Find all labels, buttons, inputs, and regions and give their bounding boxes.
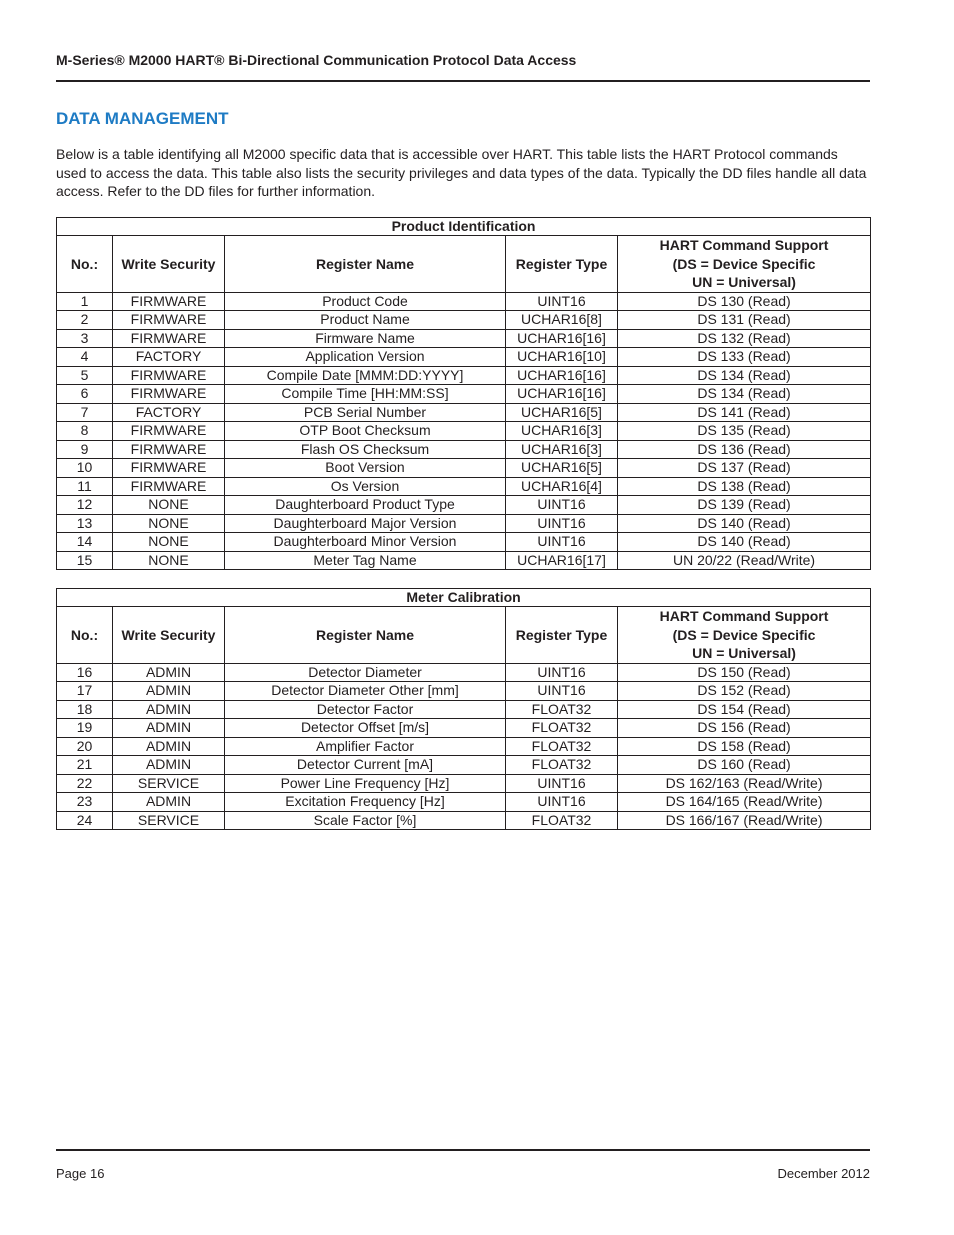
cell-register-type: UCHAR16[3] [506, 440, 618, 459]
table-row [57, 514, 871, 533]
cell-register-type: UINT16 [506, 496, 618, 515]
cell-write-security: ADMIN [113, 682, 225, 701]
table-row [57, 551, 871, 570]
cell-register-name: Firmware Name [225, 329, 506, 348]
cell-hart-command: UN 20/22 (Read/Write) [618, 551, 871, 570]
cell-no: 23 [57, 793, 113, 812]
cell-hart-command: DS 139 (Read) [618, 496, 871, 515]
page-number: Page 16 [56, 1166, 105, 1181]
cell-hart-command: DS 154 (Read) [618, 700, 871, 719]
cell-no: 17 [57, 682, 113, 701]
cell-register-type: UCHAR16[16] [506, 329, 618, 348]
table-row [57, 292, 871, 311]
cell-register-type: FLOAT32 [506, 719, 618, 738]
cell-write-security: FIRMWARE [113, 311, 225, 330]
cell-hart-command: DS 132 (Read) [618, 329, 871, 348]
cell-register-type: UINT16 [506, 663, 618, 682]
cell-hart-command: DS 135 (Read) [618, 422, 871, 441]
cell-hart-command: DS 140 (Read) [618, 533, 871, 552]
cell-hart-command: DS 131 (Read) [618, 311, 871, 330]
cell-register-type: UCHAR16[8] [506, 311, 618, 330]
hart-header-line-2: (DS = Device Specific [672, 255, 816, 272]
cell-no: 5 [57, 366, 113, 385]
table-row [57, 793, 871, 812]
cell-register-type: UINT16 [506, 774, 618, 793]
cell-register-name: Os Version [225, 477, 506, 496]
cell-write-security: FIRMWARE [113, 422, 225, 441]
table-row [57, 496, 871, 515]
table-row [57, 477, 871, 496]
cell-register-type: UCHAR16[17] [506, 551, 618, 570]
cell-hart-command: DS 162/163 (Read/Write) [618, 774, 871, 793]
cell-hart-command: DS 136 (Read) [618, 440, 871, 459]
cell-write-security: NONE [113, 514, 225, 533]
cell-register-type: UCHAR16[16] [506, 385, 618, 404]
section-title: DATA MANAGEMENT [56, 109, 229, 128]
col-header-register-name: Register Name [225, 607, 506, 664]
hart-header-line-2: (DS = Device Specific [672, 626, 816, 643]
cell-hart-command: DS 133 (Read) [618, 348, 871, 367]
cell-no: 22 [57, 774, 113, 793]
cell-write-security: SERVICE [113, 774, 225, 793]
col-header-write-security: Write Security [113, 607, 225, 664]
cell-write-security: NONE [113, 533, 225, 552]
cell-register-name: OTP Boot Checksum [225, 422, 506, 441]
cell-write-security: FACTORY [113, 348, 225, 367]
cell-write-security: ADMIN [113, 756, 225, 775]
table-row [57, 533, 871, 552]
cell-write-security: ADMIN [113, 719, 225, 738]
cell-write-security: ADMIN [113, 737, 225, 756]
cell-write-security: ADMIN [113, 663, 225, 682]
table-row [57, 700, 871, 719]
product-identification-table [56, 217, 871, 570]
cell-register-name: Amplifier Factor [225, 737, 506, 756]
cell-no: 9 [57, 440, 113, 459]
document-header: M-Series® M2000 HART® Bi-Directional Communication Protocol Data Access [56, 52, 577, 68]
col-header-hart-command [618, 607, 871, 664]
cell-write-security: FIRMWARE [113, 366, 225, 385]
cell-register-name: Product Name [225, 311, 506, 330]
cell-register-type: UINT16 [506, 793, 618, 812]
cell-register-name: Product Code [225, 292, 506, 311]
cell-register-name: Compile Date [MMM:DD:YYYY] [225, 366, 506, 385]
cell-register-type: FLOAT32 [506, 756, 618, 775]
cell-register-type: UCHAR16[5] [506, 459, 618, 478]
col-header-no: No.: [57, 607, 113, 664]
cell-register-name: Detector Diameter Other [mm] [225, 682, 506, 701]
table-row [57, 366, 871, 385]
table-caption: Meter Calibration [57, 589, 871, 607]
table-row [57, 663, 871, 682]
cell-no: 15 [57, 551, 113, 570]
cell-no: 18 [57, 700, 113, 719]
cell-no: 4 [57, 348, 113, 367]
cell-register-type: UCHAR16[3] [506, 422, 618, 441]
cell-register-type: UINT16 [506, 514, 618, 533]
cell-no: 19 [57, 719, 113, 738]
table-caption: Product Identification [57, 218, 871, 236]
cell-write-security: SERVICE [113, 811, 225, 830]
cell-register-type: FLOAT32 [506, 700, 618, 719]
cell-register-type: UINT16 [506, 533, 618, 552]
cell-hart-command: DS 141 (Read) [618, 403, 871, 422]
table-row [57, 385, 871, 404]
cell-no: 12 [57, 496, 113, 515]
cell-hart-command: DS 134 (Read) [618, 385, 871, 404]
col-header-register-name: Register Name [225, 236, 506, 293]
cell-write-security: FIRMWARE [113, 440, 225, 459]
cell-no: 6 [57, 385, 113, 404]
col-header-hart-command [618, 236, 871, 293]
table-row [57, 422, 871, 441]
cell-no: 3 [57, 329, 113, 348]
cell-no: 2 [57, 311, 113, 330]
cell-hart-command: DS 164/165 (Read/Write) [618, 793, 871, 812]
cell-register-name: Application Version [225, 348, 506, 367]
cell-no: 16 [57, 663, 113, 682]
table-row [57, 719, 871, 738]
cell-write-security: FIRMWARE [113, 477, 225, 496]
table-row [57, 459, 871, 478]
cell-write-security: FIRMWARE [113, 292, 225, 311]
cell-register-name: Excitation Frequency [Hz] [225, 793, 506, 812]
cell-register-type: UCHAR16[10] [506, 348, 618, 367]
cell-register-name: Flash OS Checksum [225, 440, 506, 459]
cell-hart-command: DS 160 (Read) [618, 756, 871, 775]
table-row [57, 403, 871, 422]
cell-hart-command: DS 134 (Read) [618, 366, 871, 385]
cell-hart-command: DS 138 (Read) [618, 477, 871, 496]
publication-date: December 2012 [777, 1166, 870, 1181]
table-row [57, 348, 871, 367]
intro-paragraph: Below is a table identifying all M2000 specific data that is accessible over HART. This table lists the HART Protocol commands used to access the data. This table also lists the security privileges and data types of the data. Typically the DD files handle all data access. Refer to the DD files for further information. [56, 146, 867, 199]
cell-no: 8 [57, 422, 113, 441]
cell-register-type: UINT16 [506, 682, 618, 701]
cell-register-type: UCHAR16[4] [506, 477, 618, 496]
cell-no: 1 [57, 292, 113, 311]
hart-header-line-1: HART Command Support [659, 608, 829, 624]
cell-no: 13 [57, 514, 113, 533]
cell-register-type: FLOAT32 [506, 737, 618, 756]
cell-no: 7 [57, 403, 113, 422]
cell-register-name: PCB Serial Number [225, 403, 506, 422]
hart-header-line-3: UN = Universal) [692, 645, 796, 661]
cell-hart-command: DS 158 (Read) [618, 737, 871, 756]
col-header-register-type: Register Type [506, 607, 618, 664]
table-row [57, 682, 871, 701]
table-row [57, 756, 871, 775]
cell-no: 10 [57, 459, 113, 478]
cell-register-type: UINT16 [506, 292, 618, 311]
cell-hart-command: DS 130 (Read) [618, 292, 871, 311]
cell-register-name: Detector Factor [225, 700, 506, 719]
cell-write-security: FIRMWARE [113, 385, 225, 404]
cell-hart-command: DS 150 (Read) [618, 663, 871, 682]
col-header-no: No.: [57, 236, 113, 293]
cell-register-name: Daughterboard Product Type [225, 496, 506, 515]
cell-no: 20 [57, 737, 113, 756]
cell-no: 21 [57, 756, 113, 775]
cell-register-type: UCHAR16[16] [506, 366, 618, 385]
cell-write-security: FIRMWARE [113, 459, 225, 478]
table-row [57, 329, 871, 348]
cell-register-type: UCHAR16[5] [506, 403, 618, 422]
table-row [57, 737, 871, 756]
footer-divider [56, 1149, 870, 1151]
hart-header-line-3: UN = Universal) [692, 274, 796, 290]
cell-hart-command: DS 166/167 (Read/Write) [618, 811, 871, 830]
cell-no: 24 [57, 811, 113, 830]
cell-register-name: Compile Time [HH:MM:SS] [225, 385, 506, 404]
cell-register-name: Scale Factor [%] [225, 811, 506, 830]
cell-no: 11 [57, 477, 113, 496]
cell-write-security: FACTORY [113, 403, 225, 422]
cell-write-security: NONE [113, 496, 225, 515]
cell-register-name: Meter Tag Name [225, 551, 506, 570]
table-row [57, 774, 871, 793]
cell-register-name: Detector Diameter [225, 663, 506, 682]
cell-write-security: NONE [113, 551, 225, 570]
col-header-register-type: Register Type [506, 236, 618, 293]
cell-no: 14 [57, 533, 113, 552]
cell-hart-command: DS 137 (Read) [618, 459, 871, 478]
cell-write-security: ADMIN [113, 700, 225, 719]
cell-register-name: Detector Current [mA] [225, 756, 506, 775]
hart-header-line-1: HART Command Support [659, 237, 829, 253]
table-row [57, 311, 871, 330]
cell-hart-command: DS 140 (Read) [618, 514, 871, 533]
cell-register-type: FLOAT32 [506, 811, 618, 830]
cell-hart-command: DS 156 (Read) [618, 719, 871, 738]
cell-register-name: Power Line Frequency [Hz] [225, 774, 506, 793]
cell-register-name: Boot Version [225, 459, 506, 478]
cell-write-security: FIRMWARE [113, 329, 225, 348]
col-header-write-security: Write Security [113, 236, 225, 293]
cell-register-name: Daughterboard Major Version [225, 514, 506, 533]
header-divider [56, 80, 870, 82]
cell-hart-command: DS 152 (Read) [618, 682, 871, 701]
meter-calibration-table [56, 588, 871, 830]
cell-register-name: Daughterboard Minor Version [225, 533, 506, 552]
cell-write-security: ADMIN [113, 793, 225, 812]
table-row [57, 440, 871, 459]
cell-register-name: Detector Offset [m/s] [225, 719, 506, 738]
table-row [57, 811, 871, 830]
